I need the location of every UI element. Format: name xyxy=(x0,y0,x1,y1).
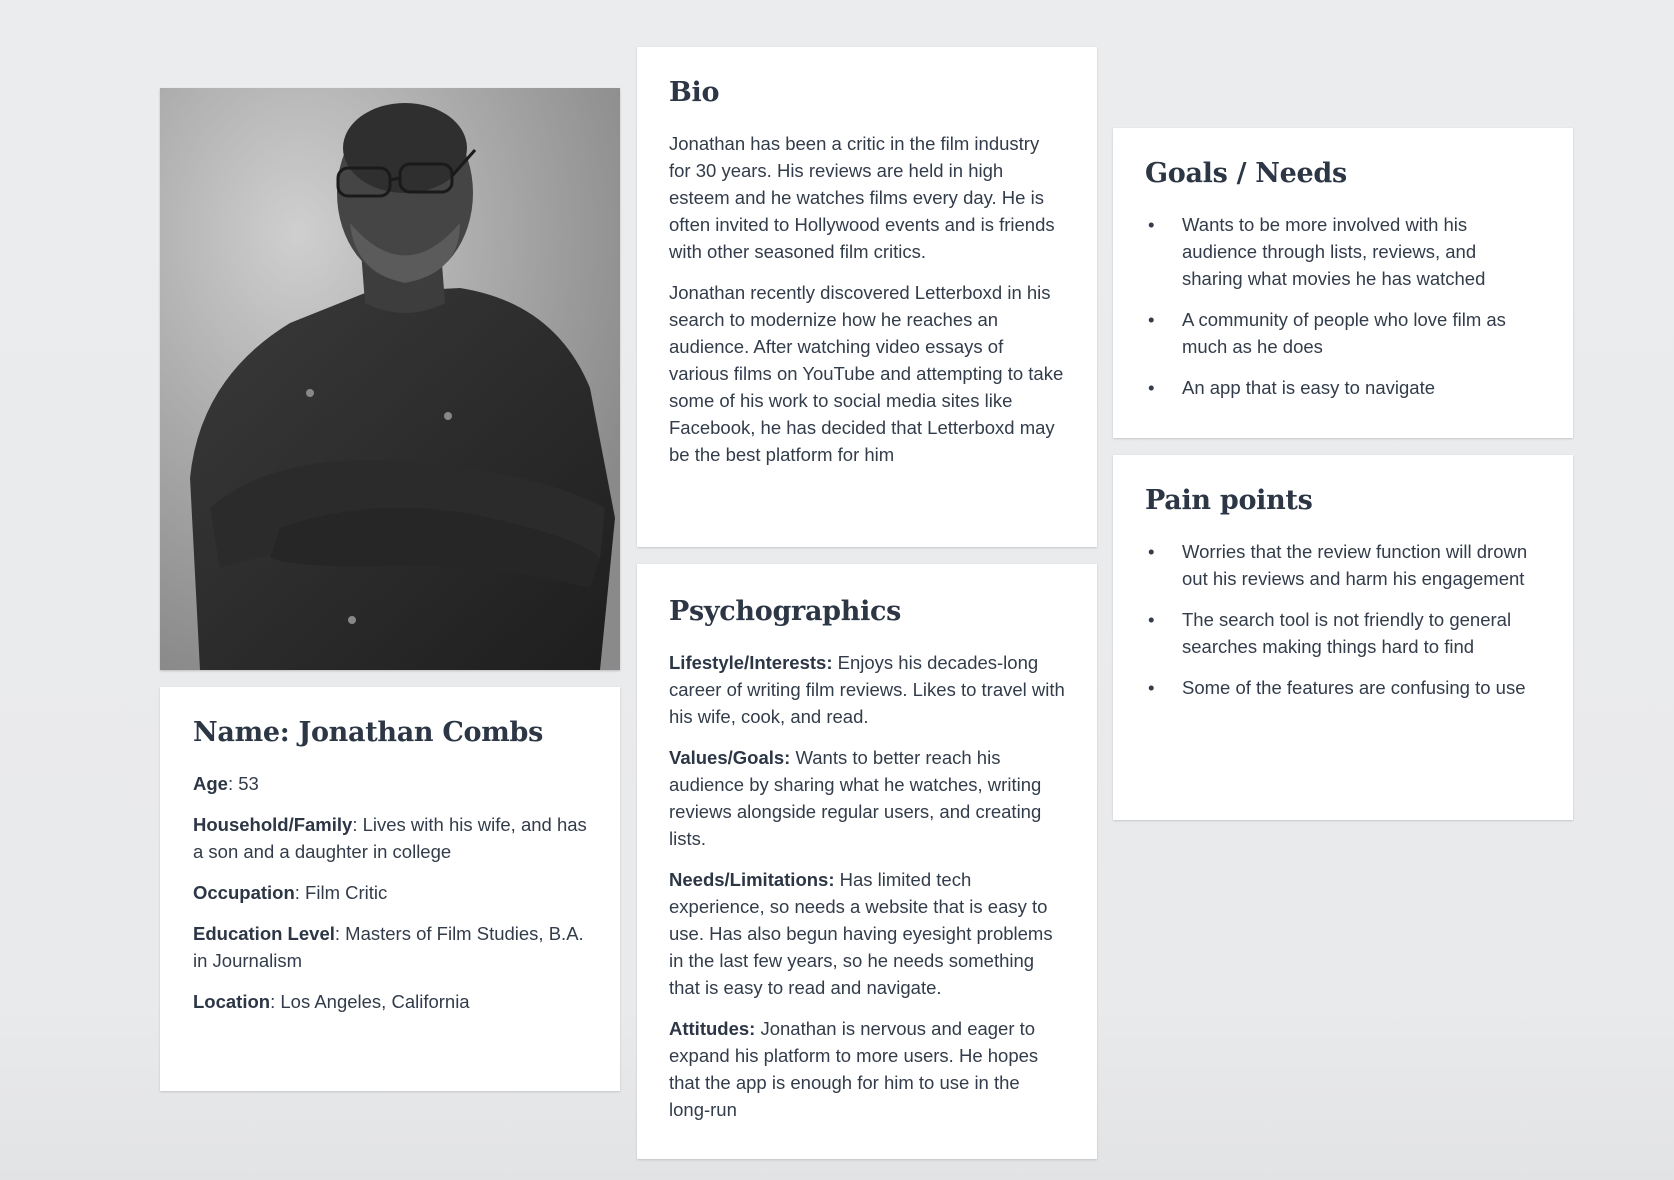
psychographics-card xyxy=(637,564,1097,1159)
bullet-icon: • xyxy=(1148,609,1155,630)
bio-paragraph: Jonathan has been a critic in the film industry for 30 years. His reviews are held in high esteem and he watches films every day. He is often invited to Hollywood events and is friends with other seasoned film critics. xyxy=(669,133,1055,262)
bullet-icon: • xyxy=(1148,677,1155,698)
psych-label: Values/Goals: xyxy=(669,747,791,768)
pain-points-heading: Pain points xyxy=(1145,485,1313,516)
field-label: Age xyxy=(193,773,228,794)
goals-heading: Goals / Needs xyxy=(1145,158,1347,189)
persona-photo xyxy=(160,88,620,670)
field-education xyxy=(193,920,588,974)
field-household xyxy=(193,811,588,865)
psych-item-lifestyle xyxy=(669,649,1065,730)
list-item xyxy=(1145,674,1541,701)
pain-points-card xyxy=(1113,455,1573,820)
list-item xyxy=(1145,538,1541,592)
psych-value: Wants to better reach his audience by sharing what he watches, writing reviews alongside regular users, and creating lists. xyxy=(669,747,1042,849)
field-value: : Masters of Film Studies, B.A. in Journalism xyxy=(193,923,584,971)
psych-item-values xyxy=(669,744,1065,852)
psych-label: Lifestyle/Interests: xyxy=(669,652,833,673)
bullet-icon: • xyxy=(1148,541,1155,562)
list-item xyxy=(1145,306,1541,360)
bullet-icon: • xyxy=(1148,377,1155,398)
pain-points-list xyxy=(1145,538,1541,701)
bio-card xyxy=(637,47,1097,547)
psych-label: Attitudes: xyxy=(669,1018,756,1039)
list-item xyxy=(1145,606,1541,660)
portrait-illustration xyxy=(160,88,620,670)
psych-item-needs xyxy=(669,866,1065,1001)
field-label: Location xyxy=(193,991,271,1012)
persona-name-heading: Name: Jonathan Combs xyxy=(193,717,543,748)
list-item-text: The search tool is not friendly to general searches making things hard to find xyxy=(1182,609,1512,657)
field-location xyxy=(193,988,588,1015)
demographics-card xyxy=(160,687,620,1091)
field-age xyxy=(193,770,588,797)
list-item-text: Wants to be more involved with his audience through lists, reviews, and sharing what movies he has watched xyxy=(1182,214,1486,289)
psych-item-attitudes xyxy=(669,1015,1065,1123)
list-item xyxy=(1145,211,1541,292)
field-value: : Film Critic xyxy=(294,882,388,903)
list-item xyxy=(1145,374,1541,401)
field-label: Education Level xyxy=(193,923,335,944)
psych-value: Has limited tech experience, so needs a website that is easy to use. Has also begun having eyesight problems in the last few years, so he needs something that is easy to read and navigate. xyxy=(669,869,1053,998)
field-value: : Lives with his wife, and has a son and a daughter in college xyxy=(193,814,587,862)
bio-heading: Bio xyxy=(669,77,720,108)
psych-value: Enjoys his decades-long career of writing film reviews. Likes to travel with his wife, cook, and read. xyxy=(669,652,1065,727)
field-value: : Los Angeles, California xyxy=(270,991,470,1012)
field-label: Household/Family xyxy=(193,814,353,835)
psych-value: Jonathan is nervous and eager to expand his platform to more users. He hopes that the app is enough for him to use in the long-run xyxy=(669,1018,1039,1120)
goals-list xyxy=(1145,211,1541,401)
goals-needs-card xyxy=(1113,128,1573,438)
list-item-text: Some of the features are confusing to use xyxy=(1182,677,1526,698)
field-label: Occupation xyxy=(193,882,295,903)
bullet-icon: • xyxy=(1148,309,1155,330)
list-item-text: An app that is easy to navigate xyxy=(1182,377,1436,398)
bio-paragraph: Jonathan recently discovered Letterboxd in his search to modernize how he reaches an audience. After watching video essays of various films on YouTube and attempting to take some of his work to social media sites like Facebook, he has decided that Letterboxd may be the best platform for him xyxy=(669,282,1064,465)
list-item-text: Worries that the review function will drown out his reviews and harm his engagement xyxy=(1182,541,1528,589)
bullet-icon: • xyxy=(1148,214,1155,235)
psychographics-heading: Psychographics xyxy=(669,596,902,627)
list-item-text: A community of people who love film as much as he does xyxy=(1182,309,1506,357)
field-value: : 53 xyxy=(227,773,259,794)
psych-label: Needs/Limitations: xyxy=(669,869,835,890)
field-occupation xyxy=(193,879,588,906)
